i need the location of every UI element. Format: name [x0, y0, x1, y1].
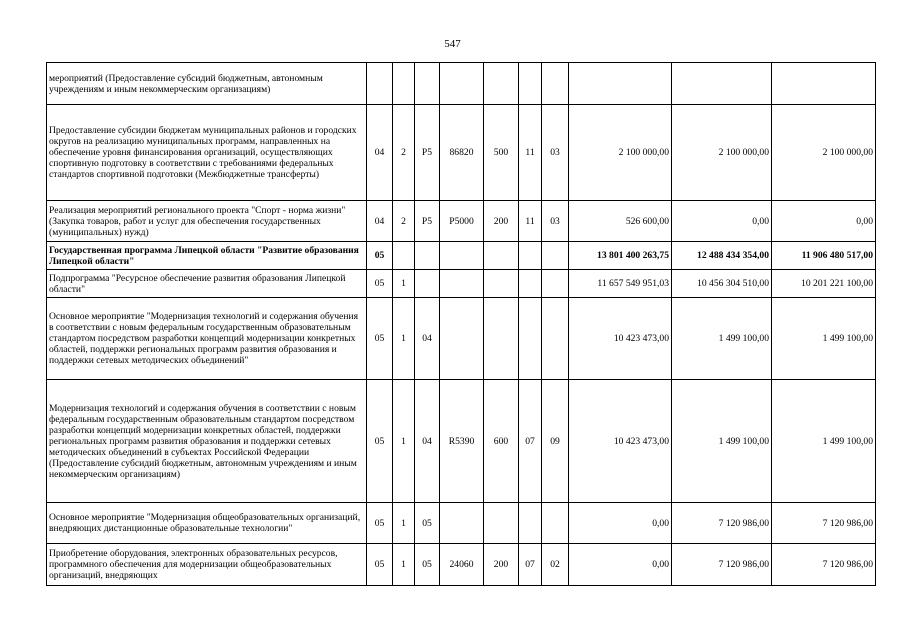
- amount-year-3: [772, 63, 876, 105]
- table-row: [47, 63, 876, 105]
- direction-code: [440, 63, 484, 105]
- direction-code: 86820: [440, 105, 484, 201]
- row-description: Модернизация технологий и содержания обучения в соответствии с новым федеральным государственным образовательным стандартом посредством разработки концепций модернизации конкретных областей, поддержки региональных программ развития образования и поддержки сетевых методических объединений в субъектах Российской Федерации (Предоставление субсидий бюджетным, автономным учреждениям и иным некоммерческим организациям): [47, 380, 367, 503]
- activity-code: P5: [415, 105, 440, 201]
- section-code: [519, 298, 542, 380]
- expense-type-code: [484, 503, 519, 544]
- section-code: [519, 270, 542, 298]
- activity-code: [415, 63, 440, 105]
- program-code: 04: [367, 201, 393, 242]
- activity-code: [415, 270, 440, 298]
- amount-year-3: 7 120 986,00: [772, 503, 876, 544]
- program-code: 05: [367, 544, 393, 586]
- table-row: [47, 105, 876, 201]
- subsection-code: 03: [542, 105, 569, 201]
- expense-type-code: 500: [484, 105, 519, 201]
- amount-year-3: 10 201 221 100,00: [772, 270, 876, 298]
- row-description: мероприятий (Предоставление субсидий бюджетным, автономным учреждениям и иным некоммерческим организациям): [47, 63, 367, 105]
- amount-year-1: [569, 63, 672, 105]
- amount-year-2: 1 499 100,00: [672, 380, 772, 503]
- subsection-code: 09: [542, 380, 569, 503]
- program-code: 05: [367, 298, 393, 380]
- direction-code: 24060: [440, 544, 484, 586]
- amount-year-1: 10 423 473,00: [569, 380, 672, 503]
- activity-code: 04: [415, 298, 440, 380]
- section-code: 11: [519, 201, 542, 242]
- activity-code: 05: [415, 503, 440, 544]
- subprogram-code: 2: [393, 105, 415, 201]
- amount-year-2: 1 499 100,00: [672, 298, 772, 380]
- section-code: 11: [519, 105, 542, 201]
- expense-type-code: 600: [484, 380, 519, 503]
- row-description: Приобретение оборудования, электронных образовательных ресурсов, программного обеспечения для модернизации общеобразовательных организаций, внедряющих: [47, 544, 367, 586]
- direction-code: [440, 242, 484, 270]
- amount-year-2: 7 120 986,00: [672, 544, 772, 586]
- direction-code: [440, 298, 484, 380]
- row-description: Основное мероприятие "Модернизация общеобразовательных организаций, внедряющих дистанционные образовательные технологии": [47, 503, 367, 544]
- amount-year-2: 2 100 000,00: [672, 105, 772, 201]
- section-code: [519, 63, 542, 105]
- amount-year-2: 10 456 304 510,00: [672, 270, 772, 298]
- row-description: Предоставление субсидии бюджетам муниципальных районов и городских округов на реализацию муниципальных программ, направленных на обеспечение уровня финансирования организаций, осуществляющих спортивную подготовку в соответствии с требованиями федеральных стандартов спортивной подготовки (Межбюджетные трансферты): [47, 105, 367, 201]
- page-number: 547: [444, 38, 461, 50]
- expense-type-code: [484, 63, 519, 105]
- direction-code: R5390: [440, 380, 484, 503]
- amount-year-1: 0,00: [569, 544, 672, 586]
- table-row: [47, 242, 876, 270]
- subsection-code: [542, 503, 569, 544]
- amount-year-1: 11 657 549 951,03: [569, 270, 672, 298]
- subsection-code: 02: [542, 544, 569, 586]
- direction-code: [440, 270, 484, 298]
- program-code: 05: [367, 242, 393, 270]
- row-description: Основное мероприятие "Модернизация технологий и содержания обучения в соответствии с новым федеральным государственным образовательным стандартом посредством разработки концепций модернизации конкретных областей, поддержки региональных программ развития образования и поддержки сетевых методических объединений": [47, 298, 367, 380]
- expense-type-code: [484, 270, 519, 298]
- activity-code: [415, 242, 440, 270]
- table-row: [47, 298, 876, 380]
- subprogram-code: 2: [393, 201, 415, 242]
- amount-year-3: 7 120 986,00: [772, 544, 876, 586]
- amount-year-1: 13 801 400 263,75: [569, 242, 672, 270]
- program-code: 05: [367, 503, 393, 544]
- subprogram-code: 1: [393, 380, 415, 503]
- section-code: 07: [519, 380, 542, 503]
- table-row: [47, 380, 876, 503]
- subprogram-code: [393, 63, 415, 105]
- amount-year-2: 12 488 434 354,00: [672, 242, 772, 270]
- subprogram-code: 1: [393, 298, 415, 380]
- subsection-code: [542, 298, 569, 380]
- section-code: [519, 242, 542, 270]
- table-row: [47, 270, 876, 298]
- amount-year-2: 7 120 986,00: [672, 503, 772, 544]
- program-code: 04: [367, 105, 393, 201]
- activity-code: 04: [415, 380, 440, 503]
- amount-year-3: 11 906 480 517,00: [772, 242, 876, 270]
- expense-type-code: 200: [484, 544, 519, 586]
- subsection-code: [542, 270, 569, 298]
- table-row: [47, 201, 876, 242]
- expense-type-code: 200: [484, 201, 519, 242]
- expense-type-code: [484, 242, 519, 270]
- subsection-code: [542, 63, 569, 105]
- subsection-code: 03: [542, 201, 569, 242]
- amount-year-2: 0,00: [672, 201, 772, 242]
- section-code: 07: [519, 544, 542, 586]
- amount-year-3: 2 100 000,00: [772, 105, 876, 201]
- subprogram-code: [393, 242, 415, 270]
- budget-table: [46, 62, 876, 586]
- amount-year-3: 0,00: [772, 201, 876, 242]
- expense-type-code: [484, 298, 519, 380]
- row-description: Государственная программа Липецкой области "Развитие образования Липецкой области": [47, 242, 367, 270]
- direction-code: P5000: [440, 201, 484, 242]
- row-description: Подпрограмма "Ресурсное обеспечение развития образования Липецкой области": [47, 270, 367, 298]
- subprogram-code: 1: [393, 270, 415, 298]
- activity-code: P5: [415, 201, 440, 242]
- subsection-code: [542, 242, 569, 270]
- subprogram-code: 1: [393, 544, 415, 586]
- table-row: [47, 503, 876, 544]
- amount-year-2: [672, 63, 772, 105]
- table-row: [47, 544, 876, 586]
- program-code: [367, 63, 393, 105]
- direction-code: [440, 503, 484, 544]
- amount-year-1: 2 100 000,00: [569, 105, 672, 201]
- activity-code: 05: [415, 544, 440, 586]
- amount-year-1: 0,00: [569, 503, 672, 544]
- program-code: 05: [367, 270, 393, 298]
- program-code: 05: [367, 380, 393, 503]
- row-description: Реализация мероприятий регионального проекта "Спорт - норма жизни" (Закупка товаров, работ и услуг для обеспечения государственных (муниципальных) нужд): [47, 201, 367, 242]
- amount-year-3: 1 499 100,00: [772, 380, 876, 503]
- amount-year-3: 1 499 100,00: [772, 298, 876, 380]
- amount-year-1: 10 423 473,00: [569, 298, 672, 380]
- subprogram-code: 1: [393, 503, 415, 544]
- amount-year-1: 526 600,00: [569, 201, 672, 242]
- section-code: [519, 503, 542, 544]
